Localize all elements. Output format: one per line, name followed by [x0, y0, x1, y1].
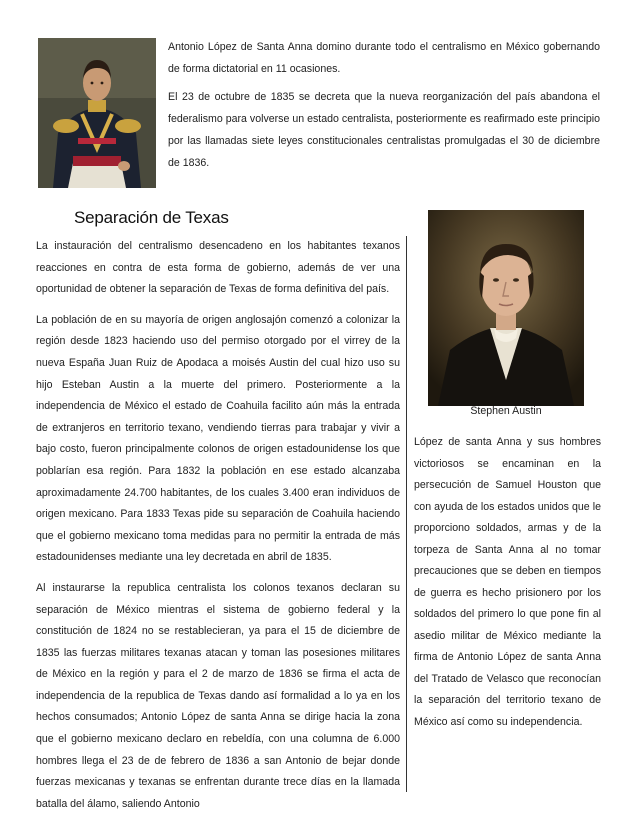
- body-paragraph-2: La población de en su mayoría de origen anglosajón comenzó a colonizar la región desde 1823 haciendo uso del permiso otorgado por el virrey de la nueva España Juan Ruiz de Apodaca a moisés Austin del cual hizo uso su hijo Esteban Austin a la muerte del primero. Posteriormente a la independencia de México el estado de Coahuila facilito aún más la entrada de extranjeros en territorio texano, vendiendo tierras para trabajar y vivir a bajo costo, fueron principalmente colonos de origen estadounidense los que poblarían esa región. Para 1832 la población en ese estado alcanzaba aproximadamente 24.700 habitantes, de los cuales 3.400 eran individuos de origen mexicano. Para 1833 Texas pide su separación de Coahuila haciendo que el gobierno mexicano toma medidas para no permitir la entrada de más estadounidenses mediante una ley decretada en abril de 1835.: [36, 313, 400, 564]
- body-paragraph-3: Al instaurarse la republica centralista los colonos texanos declaran su separación de México mientras el sistema de gobierno federal y la constitución de 1824 no se restablecieran, ya para el 15 de diciembre de 1835 las fuerzas militares texanas atacan y toman las posesiones militares de México en la región y para el 2 de marzo de 1836 se firma el acta de independencia de la republica de Texas dando así formalidad a lo ya en los hechos consumados; Antonio López de santa Anna se dirige hacia la zona que el gobierno mexicano declaro en rebeldía, con una columna de 6.000 hombres llega el 23 de de febrero de 1836 a san Antonio de bejar donde fuerzas mexicanas y texanas se enfrentan durante trece días en la llamada batalla del álamo, saliendo Antonio: [36, 581, 400, 810]
- intro-paragraph-1: Antonio López de Santa Anna domino durante todo el centralismo en México gobernando de forma dictatorial en 11 ocasiones.: [168, 41, 600, 75]
- santa-anna-portrait-drawing: [38, 38, 156, 188]
- body-paragraph-1: La instauración del centralismo desencadeno en los habitantes texanos reacciones en contra de esta forma de gobierno, además de ver una oportunidad de obtener la separación de Texas de forma definitiva del país.: [36, 240, 400, 296]
- column-divider: [406, 236, 407, 792]
- side-column: [414, 432, 601, 733]
- stephen-austin-portrait: [428, 210, 584, 406]
- intro-text: [168, 36, 600, 180]
- intro-paragraph-2: El 23 de octubre de 1835 se decreta que la nueva reorganización del país abandona el federalismo para volverse un estado centralista, posteriormente es reafirmado este principio por las llamadas siete leyes constitucionales centralistas promulgadas el 30 de diciembre de 1836.: [168, 91, 600, 169]
- stephen-austin-portrait-drawing: [428, 210, 584, 406]
- main-column: [36, 236, 400, 824]
- santa-anna-portrait: [38, 38, 156, 188]
- side-paragraph: López de santa Anna y sus hombres victoriosos se encaminan en la persecución de Samuel Houston que con ayuda de los estados unidos que le proporciono soldados, armas y de la torpeza de Santa Anna al no tomar precauciones que se deben en tiempos de guerra es hecho prisionero por los soldados del primero lo que pone fin al asedio militar de México mediante la firma de Antonio López de santa Anna del Tratado de Velasco que reconocían la separación del territorio texano de México así como su independencia.: [414, 436, 601, 728]
- figure-caption: Stephen Austin: [470, 405, 542, 417]
- section-title: Separación de Texas: [74, 208, 229, 227]
